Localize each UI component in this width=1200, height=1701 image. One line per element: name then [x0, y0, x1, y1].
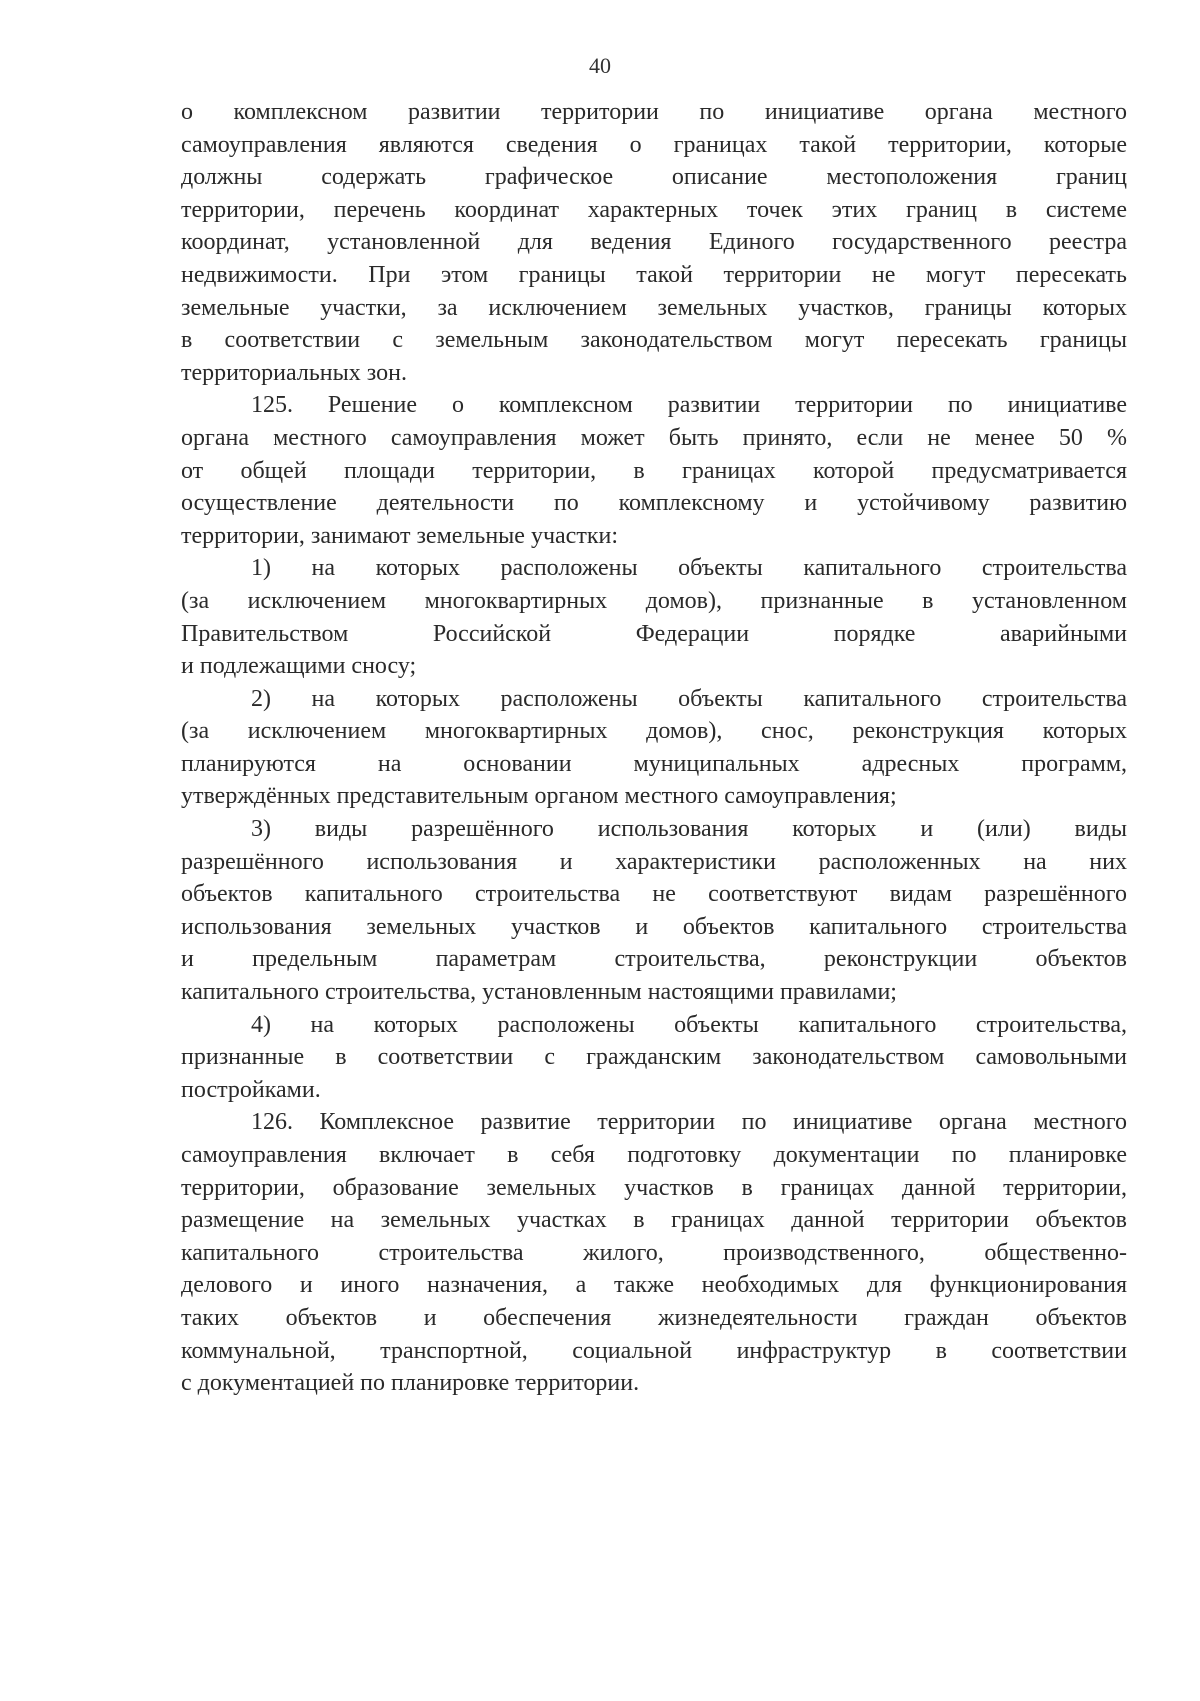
text-line: утверждённых представительным органом местного самоуправления;: [181, 783, 897, 810]
text-line: (за исключением многоквартирных домов), признанные в установленном: [181, 587, 1127, 614]
page-number: 40: [589, 53, 611, 78]
text-line: Правительством Российской Федерации порядке аварийными: [181, 620, 1127, 647]
text-line: и предельным параметрам строительства, реконструкции объектов: [181, 946, 1127, 973]
text-line: постройками.: [181, 1076, 321, 1103]
text-line: коммунальной, транспортной, социальной инфраструктур в соответствии: [181, 1337, 1127, 1364]
text-line: недвижимости. При этом границы такой территории не могут пересекать: [181, 261, 1127, 288]
text-line: самоуправления включает в себя подготовку документации по планировке: [181, 1142, 1127, 1168]
document-body: [181, 96, 1127, 1400]
text-line: и подлежащими сносу;: [181, 653, 417, 680]
text-line: использования земельных участков и объектов капитального строительства: [181, 913, 1127, 940]
text-line: от общей площади территории, в границах которой предусматривается: [181, 457, 1127, 484]
paragraph-first-line: 1) на которых расположены объекты капитального строительства: [251, 555, 1127, 582]
text-line: территориальных зон.: [181, 359, 407, 386]
text-line: планируются на основании муниципальных адресных программ,: [181, 750, 1127, 777]
text-line: размещение на земельных участках в границах данной территории объектов: [181, 1207, 1127, 1234]
text-line: территории, перечень координат характерных точек этих границ в системе: [181, 196, 1127, 223]
text-line: капитального строительства, установленным настоящими правилами;: [181, 979, 897, 1006]
text-line: самоуправления являются сведения о границах такой территории, которые: [181, 131, 1127, 158]
text-line: разрешённого использования и характеристики расположенных на них: [181, 848, 1127, 875]
text-line: осуществление деятельности по комплексному и устойчивому развитию: [181, 490, 1127, 517]
text-line: территории, образование земельных участков в границах данной территории,: [181, 1174, 1127, 1201]
paragraph-first-line: 4) на которых расположены объекты капитального строительства,: [251, 1011, 1127, 1038]
text-line: координат, установленной для ведения Единого государственного реестра: [181, 229, 1127, 256]
text-line: с документацией по планировке территории.: [181, 1370, 640, 1397]
text-line: объектов капитального строительства не соответствуют видам разрешённого: [181, 881, 1127, 908]
paragraph-first-line: 125. Решение о комплексном развитии территории по инициативе: [251, 392, 1127, 419]
paragraph-first-line: 2) на которых расположены объекты капитального строительства: [251, 685, 1127, 712]
text-line: капитального строительства жилого, производственного, общественно-: [181, 1239, 1127, 1266]
text-line: признанные в соответствии с гражданским законодательством самовольными: [181, 1044, 1127, 1071]
text-line: территории, занимают земельные участки:: [181, 522, 618, 549]
text-line: должны содержать графическое описание местоположения границ: [181, 164, 1127, 191]
text-line: таких объектов и обеспечения жизнедеятельности граждан объектов: [181, 1304, 1127, 1331]
paragraph-first-line: 3) виды разрешённого использования которых и (или) виды: [251, 816, 1127, 843]
text-line: земельные участки, за исключением земельных участков, границы которых: [181, 294, 1127, 321]
text-line: (за исключением многоквартирных домов), снос, реконструкция которых: [181, 718, 1127, 745]
paragraph-first-line: 126. Комплексное развитие территории по инициативе органа местного: [251, 1109, 1127, 1136]
text-line: делового и иного назначения, а также необходимых для функционирования: [181, 1272, 1127, 1299]
text-line: органа местного самоуправления может быть принято, если не менее 50 %: [181, 424, 1127, 451]
text-line: о комплексном развитии территории по инициативе органа местного: [181, 99, 1127, 125]
text-line: в соответствии с земельным законодательством могут пересекать границы: [181, 327, 1127, 354]
